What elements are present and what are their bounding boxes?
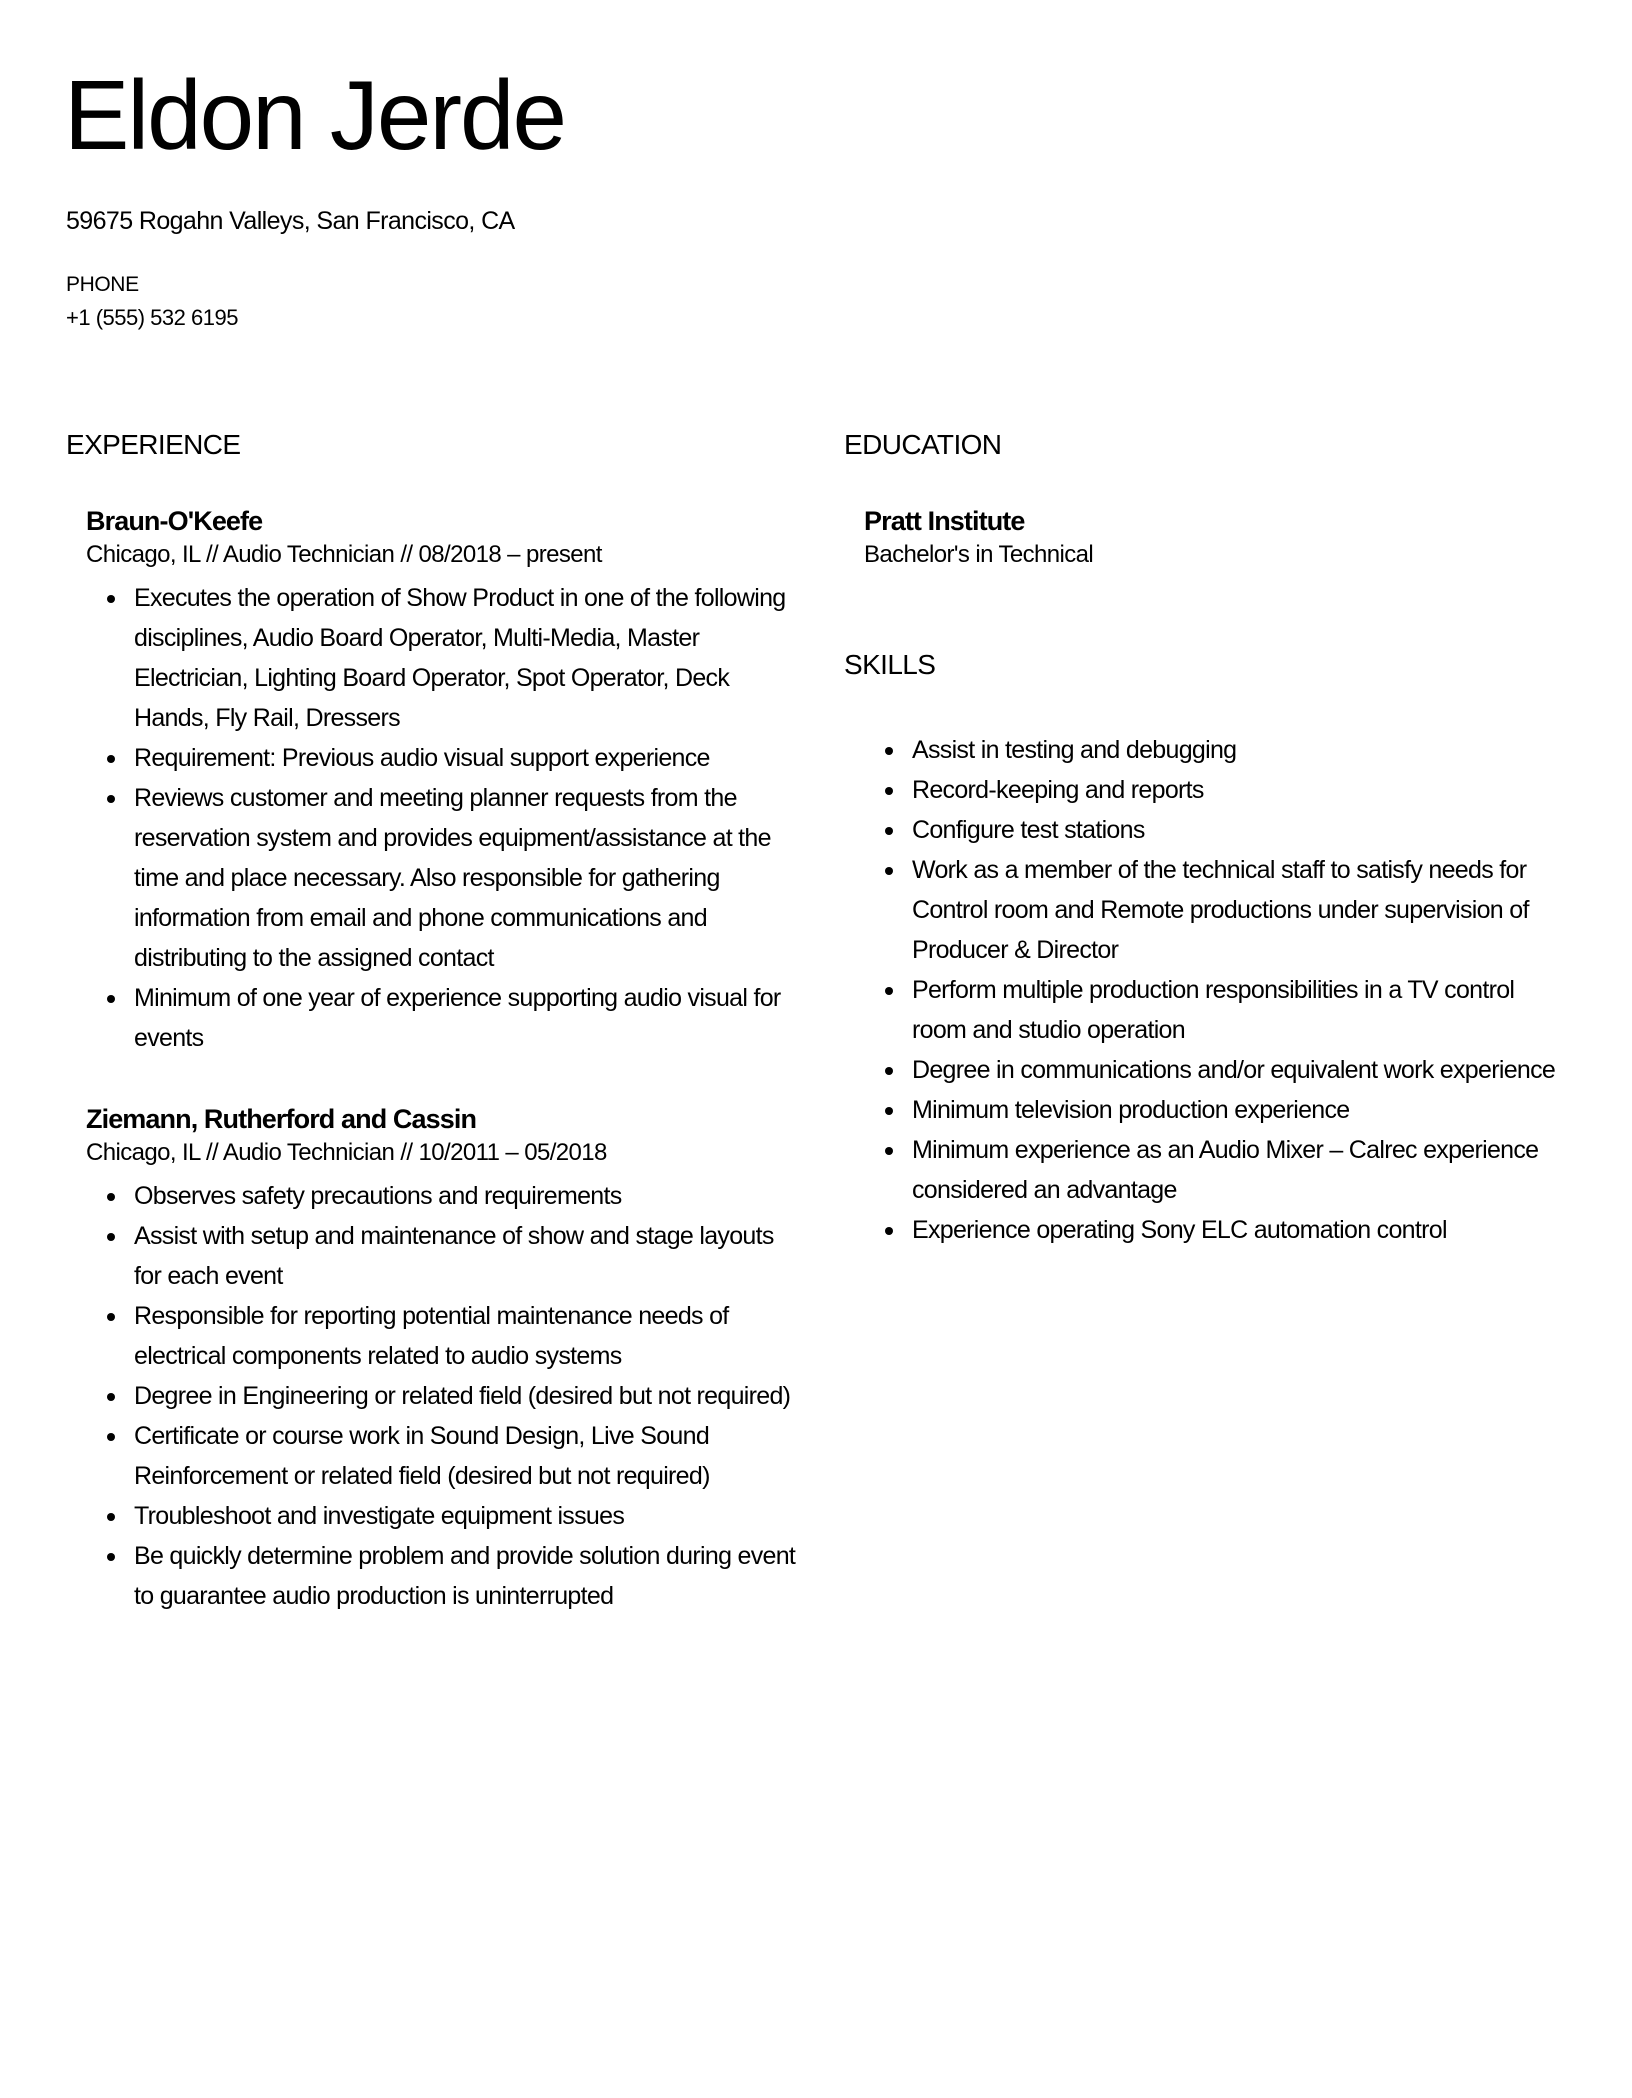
list-item: Be quickly determine problem and provide solution during event to guarantee audio production is uninterrupted [134, 1536, 796, 1616]
phone-label: PHONE [66, 273, 139, 296]
list-item: Degree in communications and/or equivalent work experience [912, 1050, 1564, 1090]
list-item: Experience operating Sony ELC automation control [912, 1210, 1564, 1250]
experience-entry [66, 1102, 796, 1616]
list-item: Configure test stations [912, 810, 1564, 850]
list-item: Observes safety precautions and requirements [134, 1176, 796, 1216]
education-entry [844, 504, 1564, 572]
job-details: Chicago, IL // Audio Technician // 10/2011 – 05/2018 [86, 1139, 607, 1166]
list-item: Assist in testing and debugging [912, 730, 1564, 770]
education-section [844, 428, 1564, 572]
school-name: Pratt Institute [864, 506, 1025, 536]
experience-heading: EXPERIENCE [66, 429, 241, 460]
responsibility-list [86, 578, 796, 1058]
responsibility-list [86, 1176, 796, 1616]
list-item: Minimum experience as an Audio Mixer – Calrec experience considered an advantage [912, 1130, 1564, 1210]
list-item: Reviews customer and meeting planner requests from the reservation system and provides equipment/assistance at the time and place necessary. Also responsible for gathering information from email and phone communications and distributing to the assigned contact [134, 778, 796, 978]
list-item: Minimum of one year of experience supporting audio visual for events [134, 978, 796, 1058]
right-column [844, 428, 1564, 1250]
experience-entry [66, 504, 796, 1058]
address: 59675 Rogahn Valleys, San Francisco, CA [66, 207, 515, 235]
list-item: Work as a member of the technical staff to satisfy needs for Control room and Remote productions under supervision of Producer & Director [912, 850, 1564, 970]
list-item: Requirement: Previous audio visual support experience [134, 738, 796, 778]
skills-section [844, 648, 1564, 1250]
list-item: Degree in Engineering or related field (desired but not required) [134, 1376, 796, 1416]
skills-list [844, 730, 1564, 1250]
education-heading: EDUCATION [844, 429, 1002, 460]
experience-section [66, 428, 796, 1616]
phone-number: +1 (555) 532 6195 [66, 305, 238, 330]
list-item: Record-keeping and reports [912, 770, 1564, 810]
list-item: Executes the operation of Show Product in one of the following disciplines, Audio Board Operator, Multi-Media, Master Electrician, Lighting Board Operator, Spot Operator, Deck Hands, Fly Rail, Dressers [134, 578, 796, 738]
list-item: Minimum television production experience [912, 1090, 1564, 1130]
skills-heading: SKILLS [844, 649, 936, 680]
list-item: Responsible for reporting potential maintenance needs of electrical components related to audio systems [134, 1296, 796, 1376]
list-item: Assist with setup and maintenance of show and stage layouts for each event [134, 1216, 796, 1296]
job-details: Chicago, IL // Audio Technician // 08/2018 – present [86, 541, 602, 568]
company-name: Ziemann, Rutherford and Cassin [86, 1104, 477, 1134]
degree: Bachelor's in Technical [864, 541, 1094, 568]
list-item: Certificate or course work in Sound Design, Live Sound Reinforcement or related field (desired but not required) [134, 1416, 796, 1496]
company-name: Braun-O'Keefe [86, 506, 263, 536]
list-item: Perform multiple production responsibilities in a TV control room and studio operation [912, 970, 1564, 1050]
candidate-name: Eldon Jerde [64, 60, 566, 170]
list-item: Troubleshoot and investigate equipment issues [134, 1496, 796, 1536]
